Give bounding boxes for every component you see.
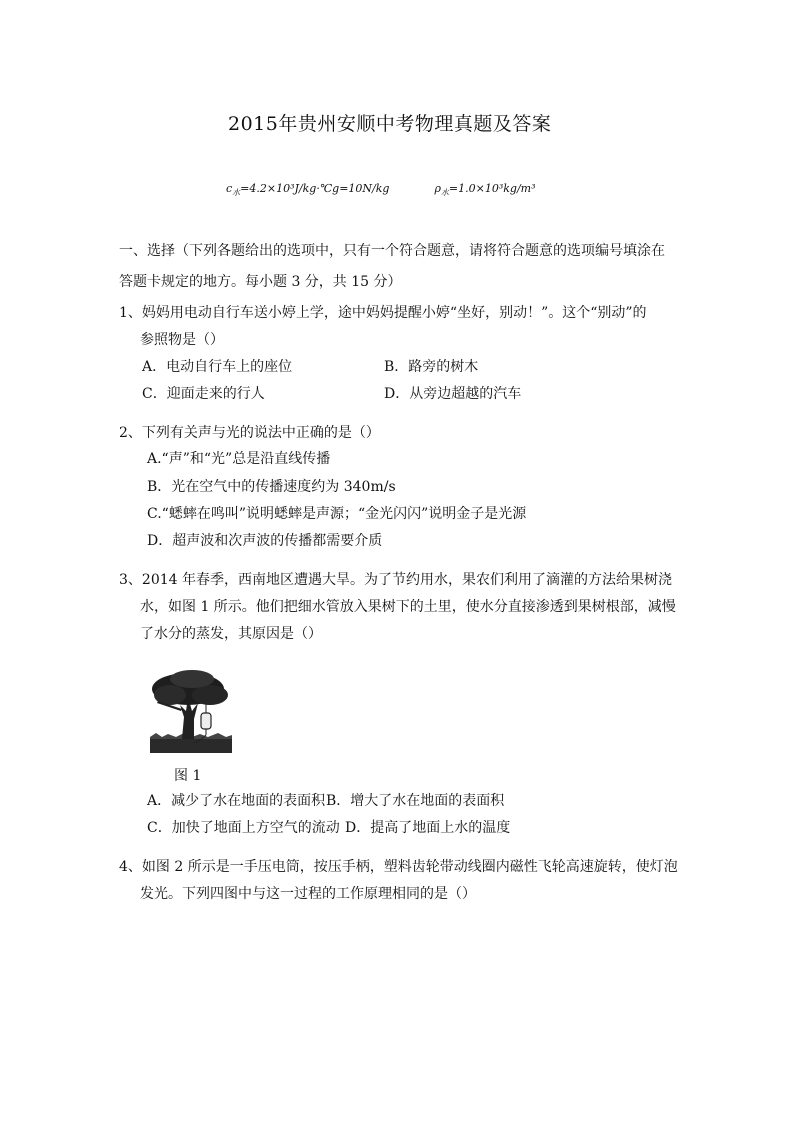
specific-heat-symbol: c <box>226 182 233 195</box>
question-2-option-c: C.“蟋蟀在鸣叫”说明蟋蟀是声源；“金光闪闪”说明金子是光源 <box>147 506 527 522</box>
question-2-option-b: B．光在空气中的传播速度约为 340m/s <box>147 479 396 495</box>
question-1-option-c: C．迎面走来的行人 <box>142 386 265 402</box>
section-header-line2: 答题卡规定的地方。每小题 3 分，共 15 分） <box>119 274 402 290</box>
question-1-line2: 参照物是（） <box>140 332 224 348</box>
gravity-value: =10N/kg <box>339 182 390 195</box>
question-1-line1: 1、妈妈用电动自行车送小婷上学，途中妈妈提醒小婷“坐好，别动！”。这个“别动”的 <box>119 305 647 321</box>
question-1-option-b: B．路旁的树木 <box>384 359 479 375</box>
question-2-option-d: D．超声波和次声波的传播都需要介质 <box>147 533 383 549</box>
question-3-option-b: B．增大了水在地面的表面积 <box>326 793 505 809</box>
gravity-symbol: g <box>332 182 340 195</box>
question-3-option-a: A．减少了水在地面的表面积 <box>147 793 326 809</box>
question-3-line1: 3、2014 年春季，西南地区遭遇大旱。为了节约用水，果农们利用了滴灌的方法给果树浇 <box>119 572 672 588</box>
density-value: =1.0×10³kg/m³ <box>448 182 536 195</box>
page-title: 2015年贵州安顺中考物理真题及答案 <box>228 113 552 135</box>
section-header-line1: 一、选择（下列各题给出的选项中，只有一个符合题意，请将符合题意的选项编号填涂在 <box>119 243 665 259</box>
question-4-line1: 4、如图 2 所示是一手压电筒，按压手柄，塑料齿轮带动线圈内磁性飞轮高速旋转，使灯泡 <box>119 859 678 875</box>
question-3-option-c: C．加快了地面上方空气的流动 <box>147 820 340 836</box>
question-4-line2: 发光。下列四图中与这一过程的工作原理相同的是（） <box>140 886 476 902</box>
specific-heat-subscript: 水 <box>232 188 241 198</box>
specific-heat-value: =4.2×10³J/kg·℃ <box>240 182 333 195</box>
question-3-line2: 水，如图 1 所示。他们把细水管放入果树下的土里，使水分直接渗透到果树根部，减慢 <box>140 599 676 615</box>
tree-drip-irrigation-figure <box>148 667 234 757</box>
question-1-option-d: D．从旁边超越的汽车 <box>384 386 522 402</box>
question-2-line1: 2、下列有关声与光的说法中正确的是（） <box>119 425 380 441</box>
question-3-option-d: D．提高了地面上水的温度 <box>345 820 511 836</box>
density-subscript: 水 <box>440 188 449 198</box>
question-1-option-a: A．电动自行车上的座位 <box>142 359 293 375</box>
question-3-line3: 了水分的蒸发，其原因是（） <box>140 626 322 642</box>
density-symbol: ρ <box>434 182 441 195</box>
constants-line <box>226 182 536 198</box>
question-2-option-a: A.“声”和“光”总是沿直线传播 <box>147 451 331 467</box>
figure-1-caption: 图 1 <box>174 768 202 784</box>
